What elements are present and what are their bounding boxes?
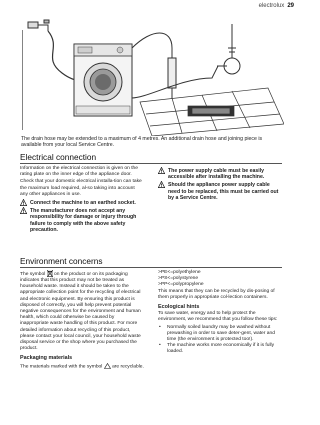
water-tap-icon [28, 20, 49, 31]
environment-left-column [20, 270, 144, 371]
section-divider [20, 163, 282, 164]
paragraph [20, 270, 144, 352]
electrical-left-column [20, 166, 142, 235]
paragraph [20, 363, 144, 371]
warning-icon [20, 207, 27, 214]
page-number: 29 [287, 3, 294, 9]
paragraph: Information on the electrical connection is given on the rating plate on the inner edge of the appliance door. [20, 166, 138, 178]
warning-text: Connect the machine to an earthed socket. [30, 200, 136, 207]
paragraph: To save water, energy and to help protect the environment, we recommend that you follow these tips: [158, 311, 278, 323]
list-item: • Normally soiled laundry may be washed without prewashing in order to save deter-gent, water and time (the environment is protected too!). [164, 325, 282, 344]
warning-note [158, 168, 282, 180]
page-header [259, 3, 294, 9]
material-code: >PS<=polystyrene [158, 276, 199, 282]
warning-text: The manufacturer does not accept any responsibility for damage or injury through failure to comply with the above safety precaution. [30, 208, 137, 233]
warning-note [20, 200, 142, 206]
warning-note [20, 208, 142, 233]
floor-tiles [140, 88, 284, 136]
crossed-bin-icon [47, 270, 53, 277]
warning-text: Should the appliance power supply cable need to be replaced, this must be carried out by a Service Centre. [168, 182, 279, 201]
eco-hints-list [158, 325, 282, 356]
figure-caption: The drain hose may be extended to a maximum of 4 metres. An additional drain hose and joining piece is available from your local Service Centre. [21, 136, 263, 149]
warning-icon [158, 181, 165, 188]
material-code: >PP<=polypropylene [158, 282, 204, 288]
warning-icon [20, 199, 27, 206]
paragraph: Check that your domestic electrical installa-tion can take the maximum load required, al-so taking into account any other appliances in use. [20, 179, 142, 197]
warning-text: The power supply cable must be easily accessible after installing the machine. [168, 168, 265, 181]
material-code: >PE<=polyethylene [158, 270, 201, 275]
power-plug-icon [132, 24, 240, 98]
paragraph: This means that they can be recycled by dis-posing of them properly in appropriate col-lection containers. [158, 288, 275, 300]
warning-note [158, 182, 282, 201]
warning-icon [158, 167, 165, 174]
subheading-packaging: Packaging materials [20, 355, 73, 362]
drain-hose-diagram [22, 18, 284, 136]
recycle-icon [104, 363, 111, 369]
text: on the product or on its packaging indicates that this product may not be treated as household waste. Instead it should be taken to the appropriate collection point for the recycling of electrical and electronic equipment. By ensuring this product is disposed of correctly, you will help prevent potential negative consequences for the environment and human health, which could otherwise be caused by inappropriate waste handling of this product. For more detailed information about recycling of this product, please contact your local council, your household waste disposal service or the shop where you purchased the product. [20, 271, 141, 352]
washing-machine [74, 44, 132, 116]
text: The symbol [20, 271, 46, 277]
list-item: • The machine works more economically if it is fully loaded. [164, 343, 282, 355]
text: The materials marked with the symbol [20, 363, 103, 369]
environment-right-column [158, 270, 282, 356]
section-title-environment: Environment concerns [20, 256, 103, 266]
section-title-electrical: Electrical connection [20, 152, 97, 162]
section-divider [20, 267, 282, 268]
brand-name: electrolux [258, 3, 285, 9]
text: are recyclable. [112, 363, 144, 369]
electrical-right-column [158, 166, 282, 203]
subheading-ecological-hints: Ecological hints [158, 304, 200, 311]
